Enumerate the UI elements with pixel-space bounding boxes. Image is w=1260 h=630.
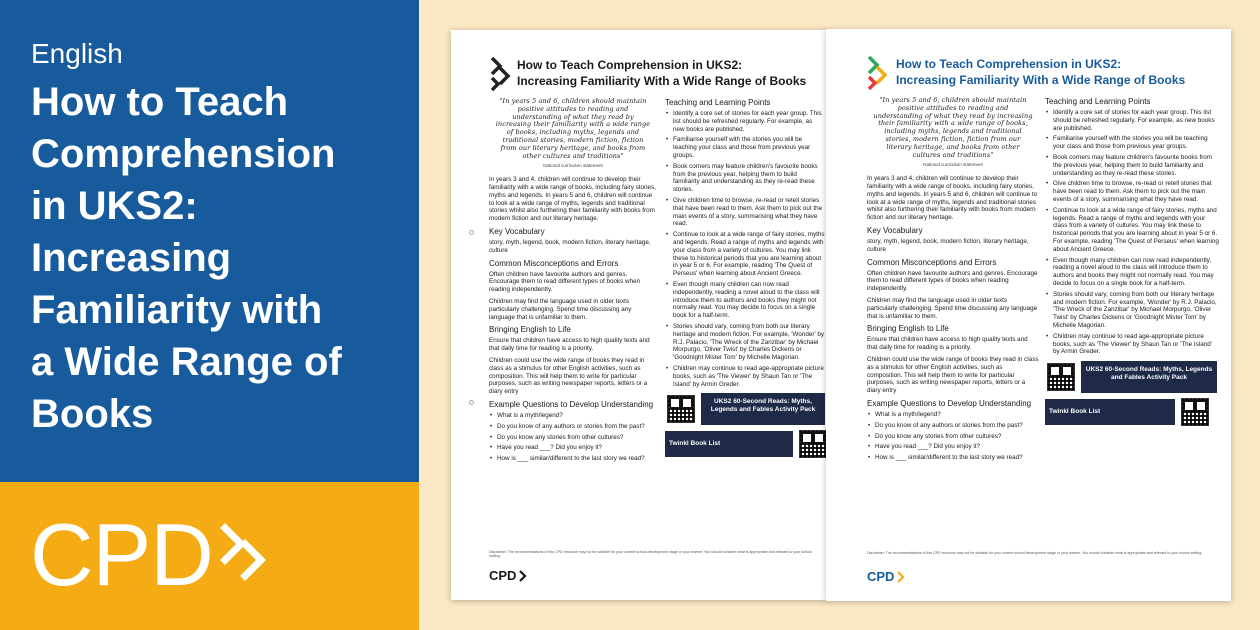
list-item: • Give children time to browse, re-read or retell stories that have been read to them. Ask them to pick out the main events of a story, summarising what they have read. bbox=[1045, 180, 1219, 203]
misconceptions-paragraph: Children may find the language used in older texts particularly challenging. Spend time discussing any language that is unfamiliar to them. bbox=[489, 297, 632, 321]
cpd-logo-text: CPD bbox=[30, 505, 213, 604]
promo-section bbox=[665, 393, 825, 459]
intro-paragraph: In years 3 and 4, children will continue to develop their familiarity with a wide range of books, including fairy stories, myths and legends. In years 5 and 6, children will continue to look at a wide range of myths, legends and traditional stories whilst also furthering their familiarity with books from modern fiction and our literary heritage. bbox=[489, 176, 656, 223]
list-item: • Book corners may feature children's favourite books from the previous year, helping them to build familiarity and understanding as they re-read these stories. bbox=[1045, 154, 1219, 177]
punch-hole bbox=[469, 230, 474, 235]
key-vocabulary: story, myth, legend, book, modern fiction, literary heritage, culture bbox=[867, 237, 1029, 253]
section-heading: Teaching and Learning Points bbox=[665, 98, 771, 107]
quote-source: National curriculum statement bbox=[543, 163, 603, 169]
qr-code-icon bbox=[1181, 398, 1209, 426]
document-header bbox=[826, 53, 1231, 91]
section-heading: Key Vocabulary bbox=[489, 226, 545, 236]
list-item: • How is ___ similar/different to the last story we read? bbox=[867, 454, 1039, 462]
list-item: • Continue to look at a wide range of fairy stories, myths and legends. Read a range of myths and legends with your class from a variety of cultures. You may link these to historical periods that you are learning about in year 5 or 6. For example, reading 'The Quest of Perseus' when learning about Ancient Greece. bbox=[665, 231, 825, 278]
list-item: • Do you know any stories from other cultures? bbox=[867, 433, 1039, 441]
quote-source: National curriculum statement bbox=[923, 162, 983, 168]
section-heading: Example Questions to Develop Understanding bbox=[867, 398, 1032, 408]
list-item: • Book corners may feature children's favourite books from the previous year, helping them to build familiarity and understanding as they re-read these stories. bbox=[665, 163, 825, 194]
document-preview-front bbox=[826, 29, 1231, 601]
bringing-paragraph: Ensure that children have access to high quality texts and that daily time for reading is a priority. bbox=[867, 336, 1028, 352]
section-heading: Key Vocabulary bbox=[867, 225, 923, 235]
questions-list bbox=[867, 411, 1039, 462]
list-item: • Stories should vary, coming from both our literary heritage and modern fiction. For example, 'Wonder' by R.J. Palacio, 'The Wreck of the Zanzibar' by Michael Morpurgo, 'Oliver Twist' by Charles Dickens or 'Goodnight Mister Tom' by Michelle Magorian. bbox=[1045, 291, 1219, 330]
cpd-chevron-logo-icon bbox=[866, 55, 888, 91]
bringing-paragraph: Ensure that children have access to high quality texts and that daily time for reading is a priority. bbox=[489, 337, 650, 353]
bringing-paragraph: Children could use the wide range of books they read in class as a stimulus for other English activities, such as composition. This will help them to write for particular purposes, such as writing newspaper reports, letters or a diary entry bbox=[489, 356, 648, 396]
questions-list bbox=[489, 412, 657, 463]
disclaimer: Disclaimer: The recommendations of this CPD resource may not be suitable for your current school development stage or your learner. You should consider what is appropriate and relevant to your school setting. bbox=[489, 550, 812, 559]
banner-title-line: Familiarity with bbox=[31, 288, 323, 332]
disclaimer: Disclaimer: The recommendations of this CPD resource may not be suitable for your current school development stage or your learner. You should consider what is appropriate and relevant to your school setting. bbox=[867, 551, 1203, 555]
promo-box: Twinkl Book List bbox=[1045, 399, 1175, 425]
list-item: • Familiarise yourself with the stories you will be teaching your class and those from previous year groups. bbox=[665, 136, 825, 159]
footer-cpd-logo bbox=[489, 568, 528, 583]
list-item: • Have you read ___? Did you enjoy it? bbox=[489, 444, 657, 452]
qr-code-icon bbox=[1047, 363, 1075, 391]
banner-title-line: Comprehension bbox=[31, 132, 336, 176]
teaching-points-list bbox=[665, 110, 825, 388]
section-heading: Common Misconceptions and Errors bbox=[489, 258, 619, 268]
document-preview-back bbox=[451, 30, 828, 600]
list-item: • What is a myth/legend? bbox=[489, 412, 657, 420]
banner-title-line: Books bbox=[31, 392, 154, 436]
qr-code-icon bbox=[799, 430, 827, 458]
banner-title-panel bbox=[0, 0, 419, 482]
document-title-line: How to Teach Comprehension in UKS2: bbox=[517, 58, 743, 72]
document-header bbox=[451, 54, 828, 92]
footer-brand: CPD bbox=[489, 568, 517, 583]
cpd-chevrons-icon bbox=[219, 520, 289, 590]
footer-brand: CPD bbox=[867, 569, 895, 584]
brand-panel bbox=[0, 482, 419, 630]
section-heading: Example Questions to Develop Understanding bbox=[489, 399, 654, 409]
key-vocabulary: story, myth, legend, book, modern fiction, literary heritage, culture bbox=[489, 238, 651, 254]
banner-title bbox=[31, 76, 389, 440]
promo-box: Twinkl Book List bbox=[665, 431, 793, 457]
list-item: • What is a myth/legend? bbox=[867, 411, 1039, 419]
banner-title-line: in UKS2: bbox=[31, 184, 198, 228]
list-item: • Children may continue to read age-appropriate picture books, such as 'The Viewer' by Shaun Tan or 'The Island' by Armin Greder. bbox=[1045, 333, 1219, 356]
list-item: • Do you know any stories from other cultures? bbox=[489, 434, 657, 442]
cpd-chevron-logo-icon bbox=[489, 56, 511, 92]
section-heading: Bringing English to Life bbox=[489, 325, 571, 335]
misconceptions-paragraph: Often children have favourite authors and genres. Encourage them to read different types of books when reading independently. bbox=[489, 270, 641, 294]
promo-box: UKS2 60-Second Reads: Myths, Legends and Fables Activity Pack bbox=[701, 393, 825, 425]
list-item: • Even though many children can now read independently, reading a novel aloud to the class will introduce them to authors and books they might not normally read. You may decide to focus on a single book for a half-term. bbox=[665, 281, 825, 320]
qr-code-icon bbox=[667, 395, 695, 423]
subject-label: English bbox=[31, 38, 123, 69]
banner-title-line: Increasing bbox=[31, 236, 232, 280]
list-item: • Identify a core set of stories for each year group. This list should be refreshed regularly. For example, as new books are published. bbox=[665, 110, 825, 133]
document-title bbox=[896, 56, 1185, 88]
list-item: • Give children time to browse, re-read or retell stories that have been read to them. Ask them to pick out the main events of a story, summarising what they have read. bbox=[665, 197, 825, 228]
document-right-column bbox=[665, 98, 825, 459]
list-item: • How is ___ similar/different to the last story we read? bbox=[489, 455, 657, 463]
promo-box: UKS2 60-Second Reads: Myths, Legends and Fables Activity Pack bbox=[1081, 361, 1217, 393]
footer-cpd-logo bbox=[867, 569, 906, 584]
punch-hole bbox=[469, 400, 474, 405]
document-title-line: Increasing Familiarity With a Wide Range of Books bbox=[517, 74, 807, 88]
list-item: • Continue to look at a wide range of fairy stories, myths and legends. Read a range of myths and legends with your class from a variety of cultures. You may link these to historical periods that you are learning about in year 5 or 6. For example, reading 'The Quest of Perseus' when learning about Ancient Greece. bbox=[1045, 207, 1219, 254]
document-title-line: Increasing Familiarity With a Wide Range of Books bbox=[896, 73, 1186, 87]
banner-title-line: How to Teach bbox=[31, 80, 289, 124]
list-item: • Stories should vary, coming from both our literary heritage and modern fiction. For example, 'Wonder' by R.J. Palacio, 'The Wreck of the Zanzibar' by Michael Morpurgo, 'Oliver Twist' by Charles Dickens or 'Goodnight Mister Tom' by Michelle Magorian. bbox=[665, 323, 825, 362]
chevron-icon bbox=[518, 570, 528, 582]
list-item: • Even though many children can now read independently, reading a novel aloud to the class will introduce them to authors and books they might not normally read. You may decide to focus on a single book for a half-term. bbox=[1045, 257, 1219, 288]
document-right-column bbox=[1045, 97, 1219, 427]
curriculum-quote: "In years 5 and 6, children should maintain positive attitudes to reading and understanding of what they read by increasing their familiarity with a wide range of books, including myths, legends and traditional stories, modern fiction, fiction from our literary heritage, and books from other cultures and traditions" bbox=[873, 96, 1033, 159]
document-left-column bbox=[489, 98, 657, 466]
banner-title-line: a Wide Range of bbox=[31, 340, 342, 384]
chevron-icon bbox=[896, 571, 906, 583]
list-item: • Do you know of any authors or stories from the past? bbox=[867, 422, 1039, 430]
list-item: • Do you know of any authors or stories from the past? bbox=[489, 423, 657, 431]
teaching-points-list bbox=[1045, 109, 1219, 356]
document-left-column bbox=[867, 97, 1039, 465]
misconceptions-paragraph: Often children have favourite authors and genres. Encourage them to read different types of books when reading independently. bbox=[867, 269, 1038, 293]
section-heading: Common Misconceptions and Errors bbox=[867, 257, 997, 267]
list-item: • Have you read ___? Did you enjoy it? bbox=[867, 443, 1039, 451]
document-title-line: How to Teach Comprehension in UKS2: bbox=[896, 57, 1122, 71]
section-heading: Teaching and Learning Points bbox=[1045, 97, 1151, 106]
list-item: • Children may continue to read age-appropriate picture books, such as 'The Viewer' by Shaun Tan or 'The Island' by Armin Greder. bbox=[665, 365, 825, 388]
list-item: • Familiarise yourself with the stories you will be teaching your class and those from previous year groups. bbox=[1045, 135, 1219, 151]
promo-section bbox=[1045, 361, 1219, 427]
misconceptions-paragraph: Children may find the language used in older texts particularly challenging. Spend time discussing any language that is unfamiliar to them. bbox=[867, 296, 1038, 320]
list-item: • Identify a core set of stories for each year group. This list should be refreshed regularly. For example, as new books are published. bbox=[1045, 109, 1219, 132]
curriculum-quote: "In years 5 and 6, children should maintain positive attitudes to reading and understanding of what they read by increasing their familiarity with a wide range of books, including myths, legends and traditional stories, modern fiction, fiction from our literary heritage, and books from other cultures and traditions" bbox=[495, 97, 651, 160]
cpd-logo bbox=[30, 505, 289, 605]
document-title bbox=[517, 57, 806, 89]
intro-paragraph: In years 3 and 4, children will continue to develop their familiarity with a wide range of books, including fairy stories, myths and legends. In years 5 and 6, children will continue to look at a wide range of myths, legends and traditional stories whilst also furthering their familiarity with books from modern fiction and our literary heritage. bbox=[867, 175, 1038, 222]
section-heading: Bringing English to Life bbox=[867, 324, 949, 334]
bringing-paragraph: Children could use the wide range of books they read in class as a stimulus for other English activities, such as composition. This will help them to write for particular purposes, such as writing newspaper reports, letters or a diary entry bbox=[867, 355, 1039, 395]
